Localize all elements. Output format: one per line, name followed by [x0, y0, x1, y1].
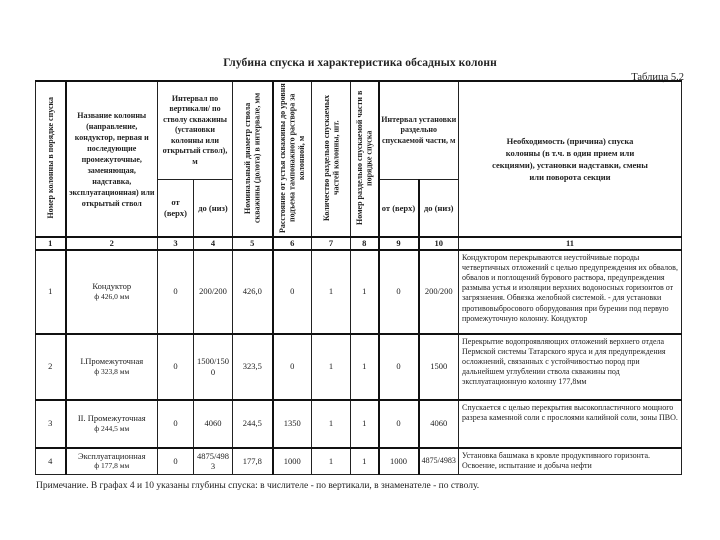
cell-to: 200/200 [194, 250, 233, 334]
cell-cement: 1000 [273, 448, 312, 475]
cell-from: 0 [158, 250, 194, 334]
document-title: Глубина спуска и характеристика обсадных колонн [223, 57, 497, 69]
cell-cement: 1350 [273, 400, 312, 448]
cell-parts: 1 [312, 448, 351, 475]
cell-part-from: 0 [379, 250, 419, 334]
cell-reason: Спускается с целью перекрытия высокопластичного мощного разреза каменной соли с прослоями калийной соли, зоны ПВО. [459, 400, 682, 448]
cell-bit: 244,5 [233, 400, 273, 448]
cell-part-no: 1 [351, 448, 379, 475]
colnum: 4 [194, 237, 233, 250]
cell-from: 0 [158, 400, 194, 448]
table-row [36, 400, 682, 448]
cell-parts: 1 [312, 400, 351, 448]
cell-part-from: 0 [379, 400, 419, 448]
footnote: Примечание. В графах 4 и 10 указаны глубины спуска: в числителе - по вертикали, в знаменателе - по стволу. [36, 481, 480, 491]
column-number-row [36, 237, 682, 250]
casing-table [35, 80, 682, 475]
cell-part-no: 1 [351, 400, 379, 448]
table-label: Таблица 5.2 [631, 72, 684, 83]
colnum: 8 [351, 237, 379, 250]
table-row [36, 250, 682, 334]
cell-num: 4 [36, 448, 66, 475]
cell-bit: 426,0 [233, 250, 273, 334]
colnum: 7 [312, 237, 351, 250]
colnum: 1 [36, 237, 66, 250]
cell-reason: Кондуктором перекрываются неустойчивые породы четвертичных отложений с целью предупреждения их обвалов, обвалов и поглощений бурового раствора, предупреждения размыва устья и изоляции верхних водоносных горизонтов от загрязнения. Обвязка желобной системой. - для установки противовыбросового оборудования при бурении под первую промежуточную колонну. Кондуктор [459, 250, 682, 334]
header-col3: от (верх) [158, 179, 194, 237]
header-interval: Интервал по вертикали/ по стволу скважины (установки колонны или открытый ствол), м [158, 81, 233, 179]
cell-part-to: 200/200 [419, 250, 459, 334]
cell-num: 2 [36, 334, 66, 400]
header-col11: Необходимость (причина) спуска колонны (в т.ч. в один прием или секциями), установки надставки, смены или поворота секции [459, 81, 682, 237]
header-col4: до (низ) [194, 179, 233, 237]
cell-reason: Перекрытие водопроявляющих отложений верхнего отдела Пермской системы Татарского яруса и для предупреждения осложнений, связанных с устойчивостью пород при дальнейшем углублении ствола скважины под эксплуатационную колонну 177,8мм [459, 334, 682, 400]
cell-part-from: 0 [379, 334, 419, 400]
cell-name: Эксплуатационная ф 177,8 мм [66, 448, 158, 475]
cell-parts: 1 [312, 250, 351, 334]
header-col2: Название колонны (направление, кондуктор, первая и последующие промежуточные, заменяющая, надставка, эксплуатационная) или открытый ствол [66, 81, 158, 237]
cell-num: 3 [36, 400, 66, 448]
cell-parts: 1 [312, 334, 351, 400]
cell-part-to: 1500 [419, 334, 459, 400]
cell-reason: Установка башмака в кровле продуктивного горизонта. Освоение, испытание и добыча нефти [459, 448, 682, 475]
cell-num: 1 [36, 250, 66, 334]
header-col6: Расстояние от устья скважины до уровня подъема тампонажного раствора за колонной, м [273, 81, 312, 237]
cell-part-from: 1000 [379, 448, 419, 475]
table-row [36, 334, 682, 400]
cell-cement: 0 [273, 334, 312, 400]
cell-to: 4060 [194, 400, 233, 448]
colnum: 3 [158, 237, 194, 250]
header-col8: Номер раздельно спускаемой части в порядке спуска [351, 81, 379, 237]
cell-cement: 0 [273, 250, 312, 334]
colnum: 5 [233, 237, 273, 250]
colnum: 2 [66, 237, 158, 250]
cell-name: Кондуктор ф 426,0 мм [66, 250, 158, 334]
colnum: 6 [273, 237, 312, 250]
header-col10: до (низ) [419, 179, 459, 237]
cell-from: 0 [158, 448, 194, 475]
header-col5: Номинальный диаметр ствола скважины (долота) в интервале, мм [233, 81, 273, 237]
cell-name: I.Промежуточная ф 323,8 мм [66, 334, 158, 400]
colnum: 11 [459, 237, 682, 250]
header-col1: Номер колонны в порядке спуска [36, 81, 66, 237]
cell-from: 0 [158, 334, 194, 400]
cell-part-no: 1 [351, 334, 379, 400]
cell-name: II. Промежуточная ф 244,5 мм [66, 400, 158, 448]
cell-part-to: 4875/4983 [419, 448, 459, 475]
cell-to: 4875/4983 [194, 448, 233, 475]
header-col7: Количество раздельно спускаемых частей колонны, шт. [312, 81, 351, 237]
header-interval2: Интервал установки раздельно спускаемой части, м [379, 81, 459, 179]
cell-bit: 177,8 [233, 448, 273, 475]
cell-bit: 323,5 [233, 334, 273, 400]
cell-part-no: 1 [351, 250, 379, 334]
colnum: 9 [379, 237, 419, 250]
cell-part-to: 4060 [419, 400, 459, 448]
table-row [36, 448, 682, 475]
colnum: 10 [419, 237, 459, 250]
header-col9: от (верх) [379, 179, 419, 237]
cell-to: 1500/1500 [194, 334, 233, 400]
